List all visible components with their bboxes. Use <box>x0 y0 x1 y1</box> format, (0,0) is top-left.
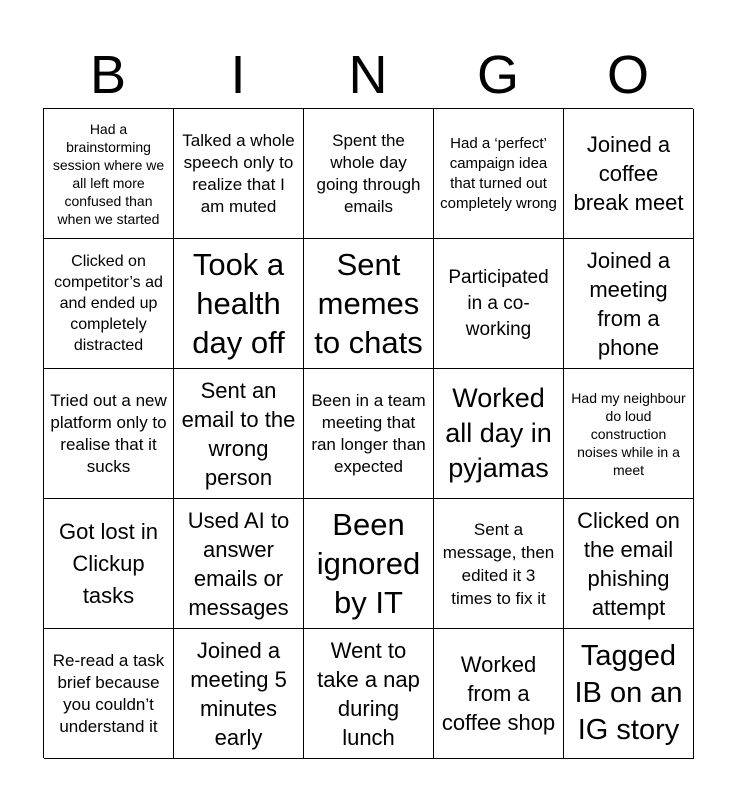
bingo-cell-r5-c1[interactable] <box>44 629 174 759</box>
bingo-cell-r1-c3[interactable] <box>304 109 434 239</box>
bingo-cell-text: Tried out a new platform only to realise that it sucks <box>50 390 167 476</box>
bingo-header <box>43 42 693 108</box>
header-letter-b: B <box>89 45 127 105</box>
header-letter-i: I <box>230 45 246 105</box>
bingo-cell-text: Joined a coffee break meet <box>573 132 684 215</box>
bingo-cell-text: Spent the whole day going through emails <box>316 130 421 216</box>
bingo-cell-r4-c3[interactable] <box>304 499 434 629</box>
bingo-cell-r5-c5[interactable] <box>564 629 694 759</box>
bingo-cell-text: Took a health day off <box>192 247 285 360</box>
bingo-cell-text: Joined a meeting 5 minutes early <box>190 637 287 750</box>
bingo-board <box>43 108 693 758</box>
bingo-cell-r1-c1[interactable] <box>44 109 174 239</box>
bingo-cell-text: Worked from a coffee shop <box>441 652 556 735</box>
bingo-cell-r5-c3[interactable] <box>304 629 434 759</box>
bingo-cell-r3-c4[interactable] <box>434 369 564 499</box>
header-letter-o: O <box>606 45 649 105</box>
bingo-cell-text: Had a brainstorming session where we all left more confused than when we started <box>52 120 165 227</box>
bingo-cell-r1-c2[interactable] <box>174 109 304 239</box>
bingo-cell-r3-c5[interactable] <box>564 369 694 499</box>
bingo-cell-r5-c2[interactable] <box>174 629 304 759</box>
bingo-cell-text: Joined a meeting from a phone <box>586 247 671 360</box>
bingo-cell-text: Had a ‘perfect’ campaign idea that turned out completely wrong <box>440 134 557 212</box>
bingo-cell-r4-c4[interactable] <box>434 499 564 629</box>
bingo-cell-r3-c2[interactable] <box>174 369 304 499</box>
bingo-cell-r2-c2[interactable] <box>174 239 304 369</box>
bingo-cell-text: Sent a message, then edited it 3 times to fix it <box>442 519 555 608</box>
header-letter-g: G <box>476 45 519 105</box>
bingo-cell-text: Went to take a nap during lunch <box>317 637 420 750</box>
bingo-cell-text: Had my neighbour do loud construction noises while in a meet <box>571 389 686 478</box>
bingo-cell-r1-c4[interactable] <box>434 109 564 239</box>
bingo-cell-r2-c5[interactable] <box>564 239 694 369</box>
bingo-cell-r3-c1[interactable] <box>44 369 174 499</box>
bingo-cell-r4-c5[interactable] <box>564 499 694 629</box>
bingo-cell-text: Clicked on competitor’s ad and ended up completely distracted <box>54 253 163 354</box>
bingo-cell-text: Tagged IB on an IG story <box>574 640 683 746</box>
bingo-cell-text: Clicked on the email phishing attempt <box>577 507 680 620</box>
bingo-cell-text: Sent memes to chats <box>314 247 423 360</box>
bingo-cell-text: Sent an email to the wrong person <box>181 377 296 490</box>
bingo-cell-text: Used AI to answer emails or messages <box>187 507 290 620</box>
bingo-cell-r4-c1[interactable] <box>44 499 174 629</box>
bingo-cell-text: Participated in a co-working <box>448 266 549 340</box>
bingo-cell-text: Re-read a task brief because you couldn’t understand it <box>52 650 165 736</box>
bingo-cell-r1-c5[interactable] <box>564 109 694 239</box>
bingo-cell-text: Worked all day in pyjamas <box>445 383 552 483</box>
bingo-cell-r3-c3[interactable] <box>304 369 434 499</box>
bingo-cell-r2-c4[interactable] <box>434 239 564 369</box>
header-letter-n: N <box>348 45 388 105</box>
bingo-cell-r4-c2[interactable] <box>174 499 304 629</box>
bingo-cell-text: Talked a whole speech only to realize that I am muted <box>182 130 295 216</box>
bingo-cell-r2-c1[interactable] <box>44 239 174 369</box>
bingo-cell-r5-c4[interactable] <box>434 629 564 759</box>
bingo-cell-r2-c3[interactable] <box>304 239 434 369</box>
bingo-cell-text: Been in a team meeting that ran longer than expected <box>311 390 426 476</box>
bingo-cell-text: Got lost in Clickup tasks <box>58 518 159 608</box>
bingo-cell-text: Been ignored by IT <box>316 507 421 620</box>
